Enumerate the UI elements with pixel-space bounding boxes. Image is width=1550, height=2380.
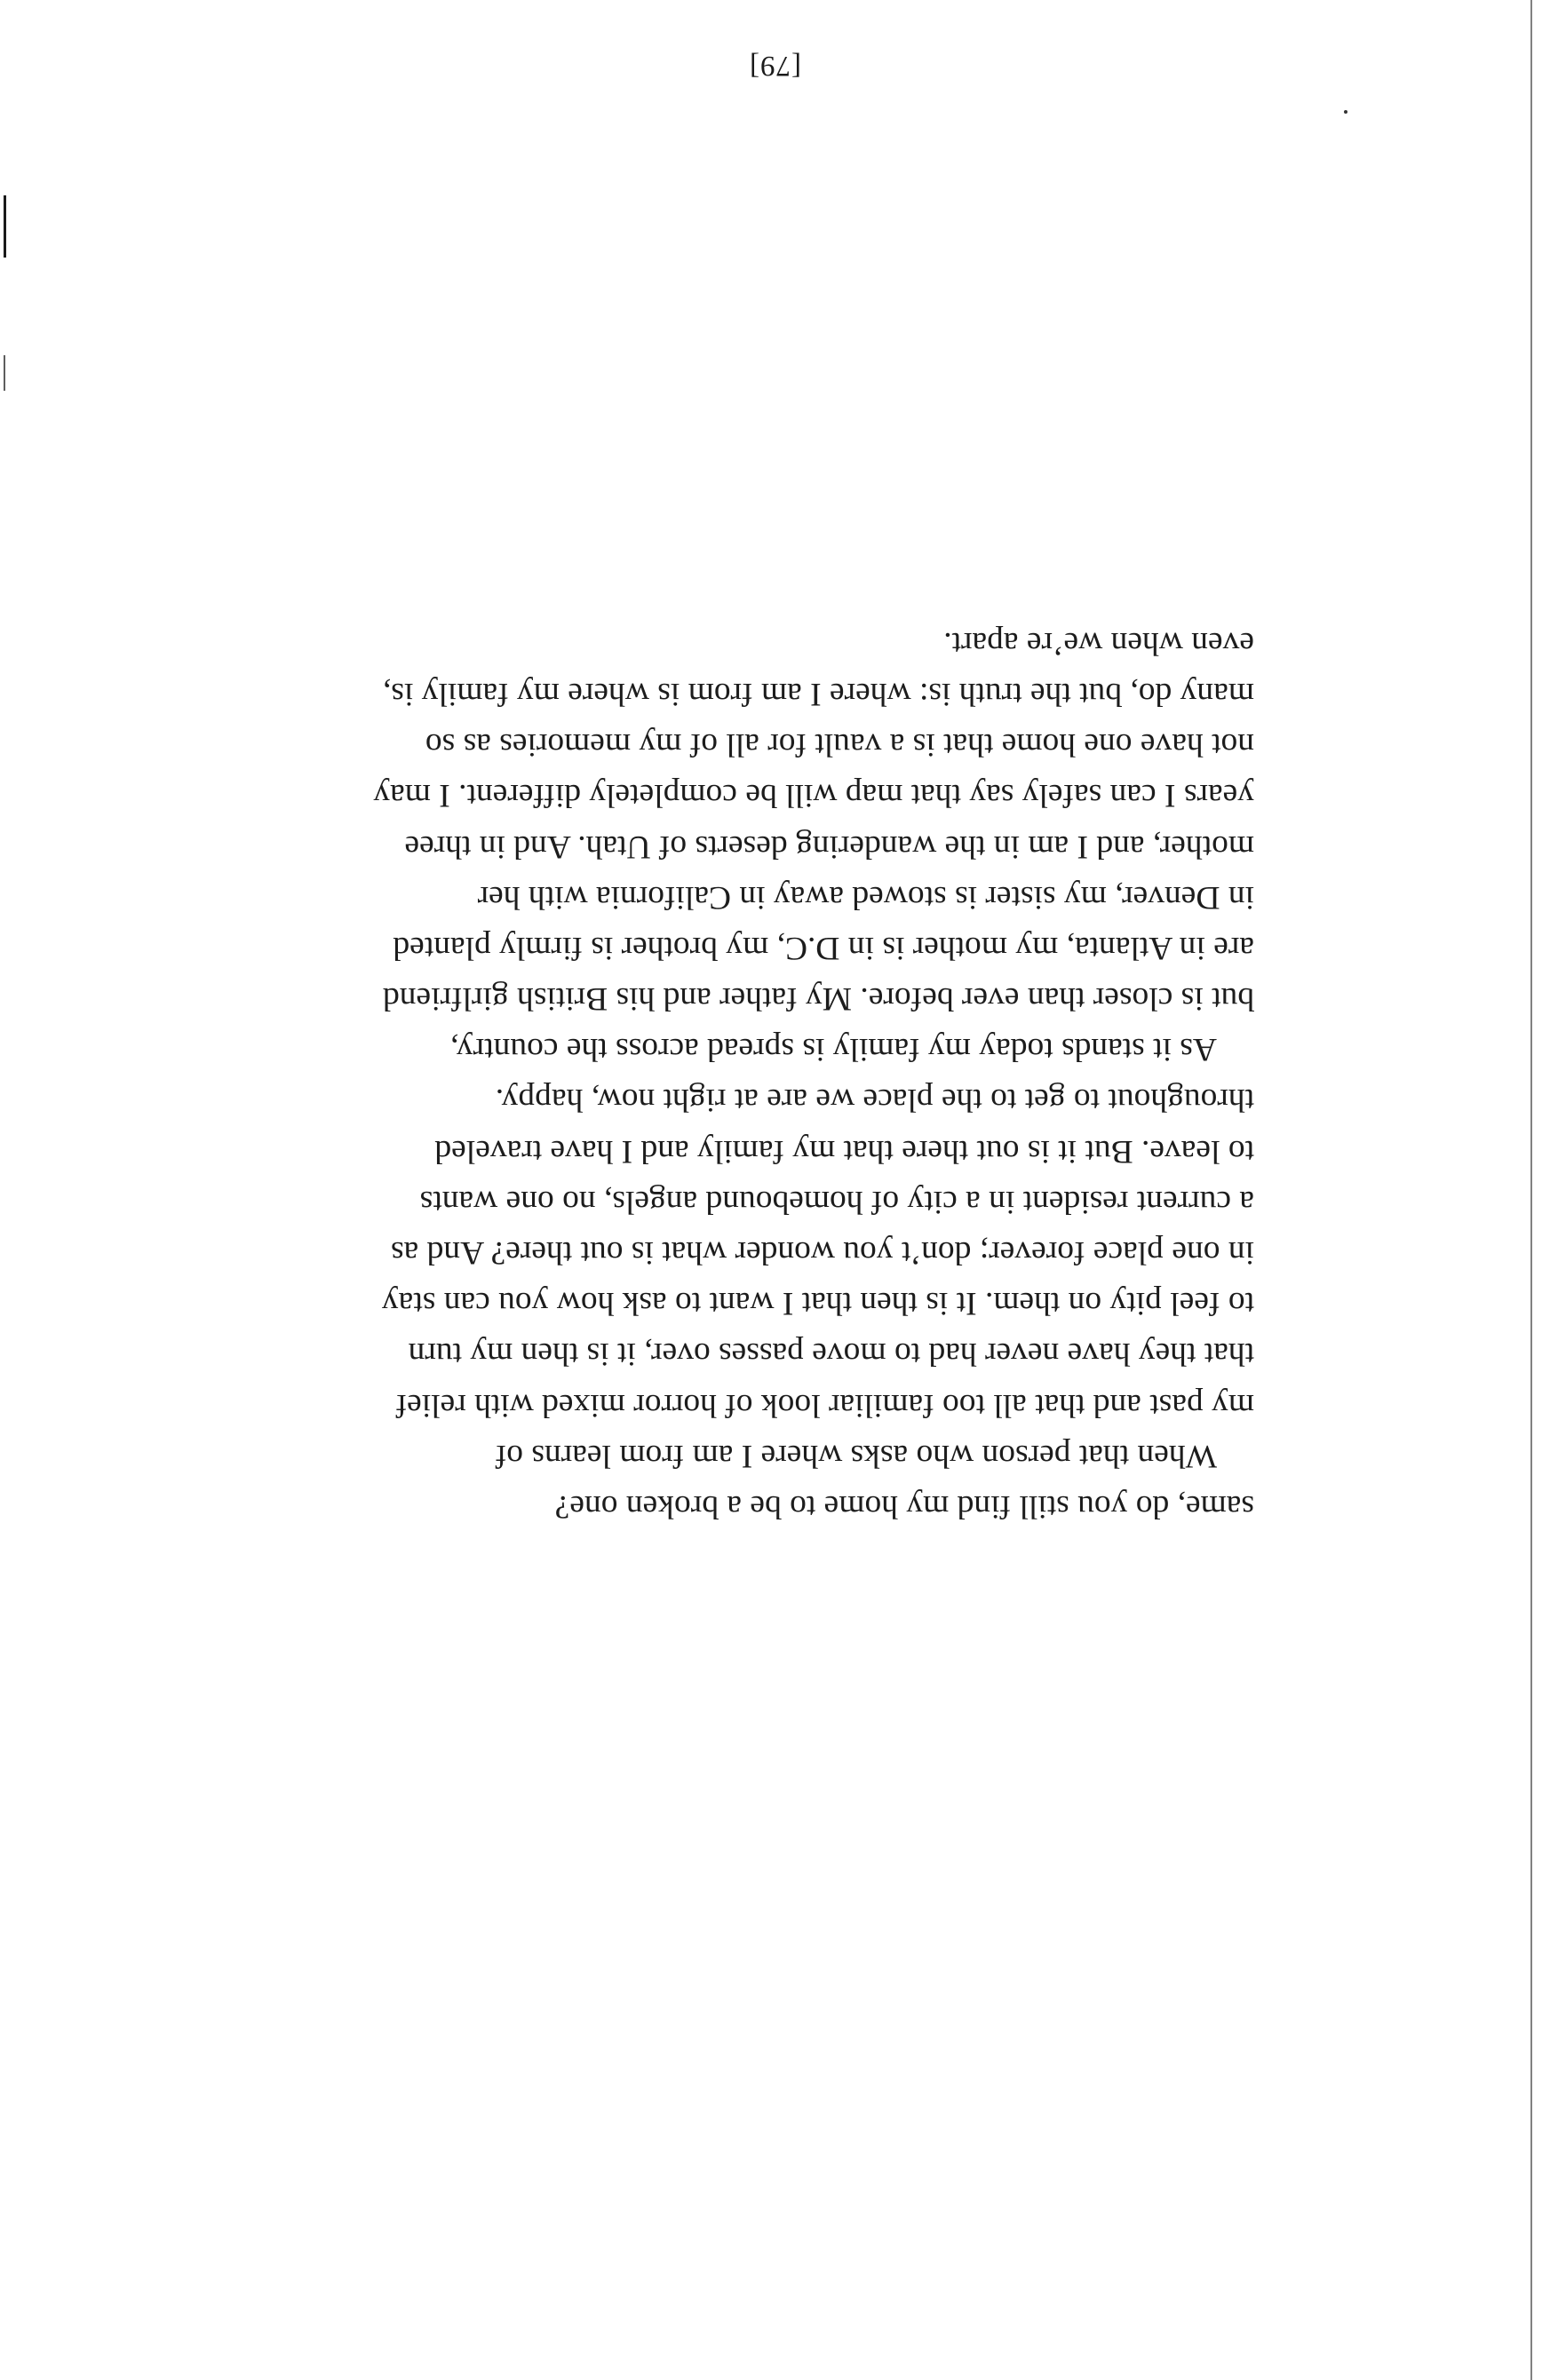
body-text [219,618,1254,1532]
text-line: in one place forever; don’t you wonder what is out there? And as [391,1234,1254,1272]
text-line: When that person who asks where I am from learns of [495,1437,1217,1474]
scan-edge-mark [4,195,6,258]
page-number: [79] [749,50,801,82]
text-line: not have one home that is a vault for all of my memories as so [425,726,1254,764]
text-line: a current resident in a city of homebound angels, no one wants [419,1183,1254,1220]
text-line: As it stands today my family is spread across the country, [449,1031,1217,1068]
text-line: that they have never had to move passes over, it is then my turn [408,1336,1254,1373]
scan-edge-mark [4,355,5,391]
text-line: but is closer than ever before. My father and his British girlfriend [383,980,1254,1018]
scan-speck [1344,110,1347,114]
text-line: my past and that all too familiar look of horror mixed with relief [395,1386,1254,1424]
text-line: same, do you still find my home to be a broken one? [554,1488,1254,1525]
text-line: to leave. But it is out there that my family and I have traveled [434,1132,1254,1170]
text-line: throughout to get to the place we are at right now, happy. [495,1082,1254,1119]
text-line: even when we’re apart. [943,624,1254,662]
text-line: many do, but the truth is: where I am from is where my family is, [382,676,1254,712]
text-line: in Denver, my sister is stowed away in California with her [477,878,1254,916]
text-line: mother, and I am in the wandering deserts of Utah. And in three [404,828,1254,865]
text-line: to feel pity on them. It is then that I want to ask how you can stay [381,1285,1254,1322]
scan-edge-line [1530,0,1532,2380]
text-line: are in Atlanta, my mother is in D.C, my brother is firmly planted [393,929,1254,966]
text-line: years I can safely say that map will be completely different. I may [373,777,1254,814]
